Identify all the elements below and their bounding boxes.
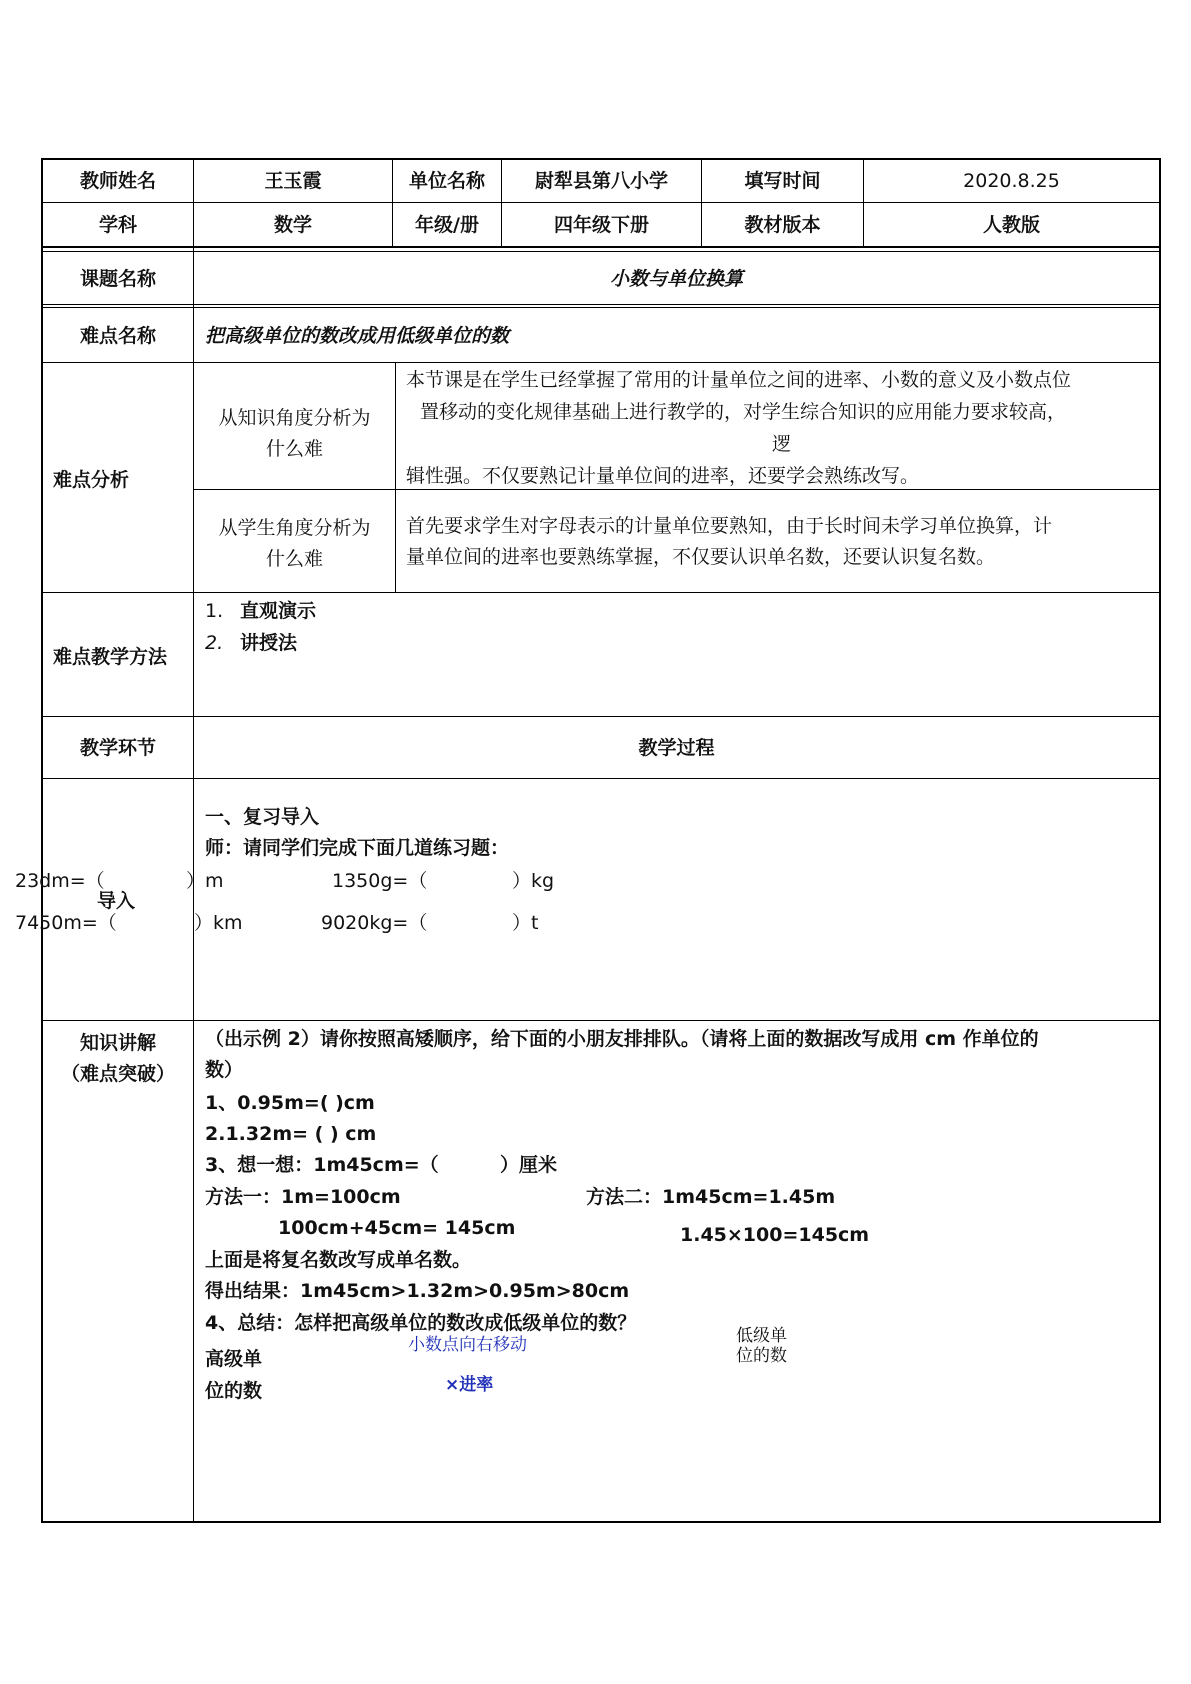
exercise-item: 7450m=（: [15, 912, 117, 934]
grade-value: 四年级下册: [553, 214, 649, 236]
grade-label: 年级/册: [415, 214, 479, 236]
lecture-line: ）厘米: [500, 1154, 558, 1176]
teacher-name-value: 王玉霞: [264, 170, 322, 192]
table-row-line: [41, 1020, 1161, 1021]
teacher-name-label: 教师姓名: [79, 170, 156, 192]
lecture-line: 得出结果：1m45cm>1.32m>0.95m>80cm: [205, 1280, 630, 1302]
textbook-value: 人教版: [982, 214, 1040, 236]
analysis-label: 难点分析: [53, 469, 130, 491]
lecture-line: 4、总结：怎样把高级单位的数改成低级单位的数？: [205, 1312, 637, 1334]
table-row-line: [41, 202, 1161, 203]
lecture-line: （出示例 2）请你按照高矮顺序，给下面的小朋友排排队。（请将上面的数据改写成用 cm 作单位的: [205, 1028, 1039, 1050]
exercise-item: ）kg: [512, 870, 555, 892]
intro-title: 一、复习导入: [205, 806, 320, 828]
lecture-line: 3、想一想：1m45cm=（: [205, 1154, 439, 1176]
low-unit-label: [736, 1326, 787, 1366]
unit-name-value: 尉犁县第八小学: [534, 170, 668, 192]
high-unit-label-line: 高级单: [205, 1348, 263, 1370]
intro-stage-label: 导入: [97, 890, 136, 912]
student-angle-label: [194, 513, 395, 575]
knowledge-analysis-line: 辑性强。不仅要熟记计量单位间的进率，还要学会熟练改写。: [406, 465, 920, 487]
lecture-line: 上面是将复名数改写成单名数。: [205, 1249, 472, 1271]
student-angle-label-line: 什么难: [265, 548, 323, 570]
table-border-bottom: [41, 1521, 1161, 1523]
table-row-line: [41, 251, 1161, 252]
exercise-item: ）t: [512, 912, 539, 934]
method-item: 讲授法: [240, 632, 298, 654]
knowledge-angle-label-line: 从知识角度分析为: [218, 407, 371, 429]
subject-value: 数学: [273, 214, 312, 236]
exercise-item: 1350g=（: [332, 870, 428, 892]
method-one: 方法一：1m=100cm: [205, 1186, 401, 1208]
table-row-line: [41, 362, 1161, 363]
exercise-item: 23dm=（: [15, 870, 105, 892]
student-angle-label-line: 从学生角度分析为: [218, 517, 371, 539]
table-divider: [395, 363, 396, 593]
knowledge-analysis-line: 逻: [772, 433, 792, 455]
difficulty-label: 难点名称: [79, 325, 156, 347]
difficulty-value: 把高级单位的数改成用低级单位的数: [205, 325, 510, 347]
knowledge-analysis-line: 本节课是在学生已经掌握了常用的计量单位之间的进率、小数的意义及小数点位: [406, 369, 1072, 391]
teaching-stage-label: 教学环节: [79, 737, 156, 759]
intro-prompt: 师：请同学们完成下面几道练习题：: [205, 837, 510, 859]
method-item-number: 2.: [205, 632, 224, 654]
table-border-top: [41, 158, 1161, 160]
knowledge-angle-label-line: 什么难: [265, 438, 323, 460]
teaching-process-label: 教学过程: [638, 737, 715, 759]
textbook-label: 教材版本: [744, 214, 821, 236]
student-analysis-line: 首先要求学生对字母表示的计量单位要熟知，由于长时间未学习单位换算，计: [406, 515, 1053, 537]
fill-date-value: 2020.8.25: [963, 170, 1060, 192]
knowledge-analysis-line: 置移动的变化规律基础上进行教学的，对学生综合知识的应用能力要求较高，: [420, 401, 1067, 423]
arrow-caption-bottom: ×进率: [445, 1375, 494, 1395]
table-row-line: [41, 307, 1161, 308]
fill-date-label: 填写时间: [744, 170, 821, 192]
lecture-stage-label-line: （难点突破）: [60, 1063, 175, 1085]
lecture-line: 2.1.32m= ( ) cm: [205, 1123, 377, 1145]
lecture-line: 1、0.95m=( )cm: [205, 1092, 375, 1114]
arrow-caption-top: 小数点向右移动: [408, 1335, 527, 1355]
table-row-line: [41, 304, 1161, 305]
method-two: 方法二：1m45cm=1.45m: [586, 1186, 836, 1208]
topic-label: 课题名称: [79, 268, 156, 290]
unit-name-label: 单位名称: [408, 170, 485, 192]
method-two-step: 1.45×100=145cm: [680, 1224, 870, 1246]
table-row-line: [41, 592, 1161, 593]
exercise-item: ）km: [194, 912, 243, 934]
subject-label: 学科: [98, 214, 137, 236]
method-item: 直观演示: [240, 600, 317, 622]
student-analysis-line: 量单位间的进率也要熟练掌握，不仅要认识单名数，还要认识复名数。: [406, 546, 996, 568]
method-one-step: 100cm+45cm= 145cm: [278, 1217, 516, 1239]
lecture-line: 数）: [205, 1059, 244, 1081]
table-row-line: [41, 716, 1161, 717]
table-row-line: [193, 489, 1161, 490]
low-unit-label-line: 低级单: [736, 1326, 787, 1346]
exercise-item: 9020kg=（: [321, 912, 428, 934]
table-row-line: [41, 778, 1161, 779]
method-item-number: 1.: [205, 600, 224, 622]
knowledge-angle-label: [194, 403, 395, 465]
methods-label: 难点教学方法: [53, 646, 168, 668]
lecture-stage-label: [43, 1028, 193, 1090]
lecture-stage-label-line: 知识讲解: [79, 1032, 156, 1054]
table-row-line: [41, 246, 1161, 248]
exercise-item: ）m: [186, 870, 224, 892]
high-unit-label: [205, 1343, 262, 1407]
low-unit-label-line: 位的数: [736, 1346, 787, 1366]
topic-value: 小数与单位换算: [609, 268, 743, 290]
high-unit-label-line: 位的数: [205, 1380, 263, 1402]
